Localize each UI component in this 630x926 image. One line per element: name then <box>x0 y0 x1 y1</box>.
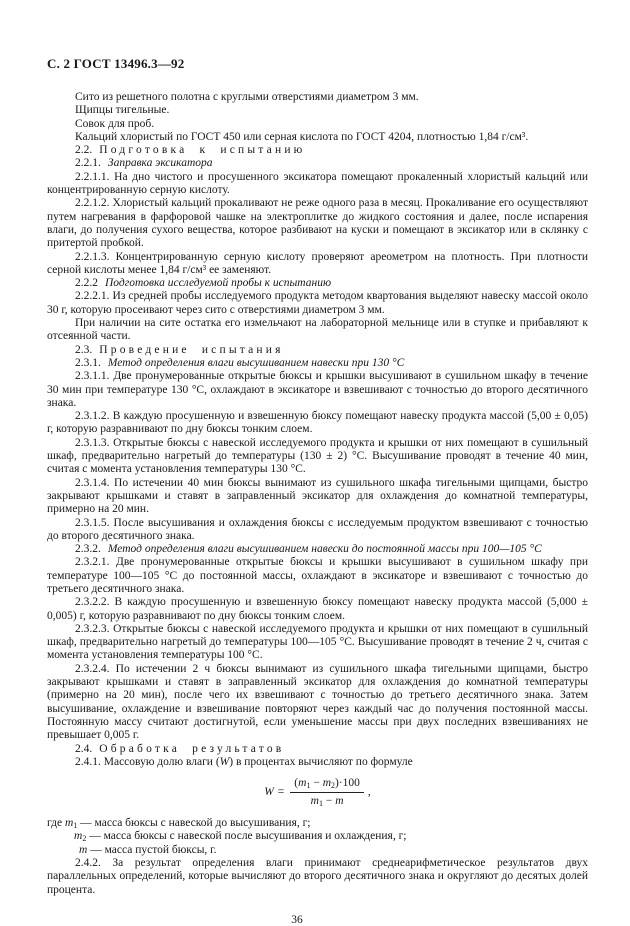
heading-title: Заправка эксикатора <box>107 157 213 170</box>
where-text: — масса бюксы с навеской до высушивания, г; <box>80 817 311 830</box>
heading-title: Обработка результатов <box>99 742 285 755</box>
section-heading <box>47 144 588 157</box>
heading-number: 2.3. <box>75 343 93 356</box>
where-list <box>47 817 588 857</box>
subsection-heading <box>47 157 588 170</box>
paragraph: 2.3.1.4. По истечении 40 мин бюксы вынимают из сушильного шкафа тигельными щипцами, быстро закрывают крышками и ставят в заправленный эксикатор для охлаждения до комнатной температуры, примерно на 20 мин. <box>47 476 588 516</box>
paragraph: 2.4.2. За результат определения влаги принимают среднеарифметическое результатов двух параллельных определений, которые вычисляют до второго десятичного знака и округляют до десятых долей процента. <box>47 857 588 896</box>
subsection-heading <box>47 543 588 556</box>
paragraph: 2.3.1.3. Открытые бюксы с навеской исследуемого продукта и крышки от них помещают в сушильный шкаф, предварительно нагретый до температуры (130 ± 2) °С. Высушивание проводят в течение 40 мин, считая с момента установления температуры 130 °С. <box>47 436 588 476</box>
formula-trailing-comma: , <box>367 785 371 798</box>
paragraph-text: 2.4.1. Массовую долю влаги ( <box>75 755 220 768</box>
heading-title: Метод определения влаги высушиванием навески до постоянной массы при 100—105 °С <box>107 543 542 556</box>
math-variable: m <box>322 777 331 790</box>
paragraph: 2.2.1.1. На дно чистого и просушенного эксикатора помещают прокаленный хлористый кальций или концентрированную серную кислоту. <box>47 170 588 197</box>
paragraph: Кальций хлористый по ГОСТ 450 или серная кислота по ГОСТ 4204, плотностью 1,84 г/см³. <box>75 130 529 143</box>
math-variable: W <box>219 755 230 768</box>
math-variable: m <box>74 830 83 843</box>
math-subscript: 1 <box>73 821 78 831</box>
formula-numerator <box>290 777 364 793</box>
math-text: − <box>310 777 323 790</box>
math-text: ( <box>294 777 299 790</box>
subsection-heading <box>47 277 588 290</box>
math-variable: m <box>335 795 344 808</box>
heading-number: 2.3.2. <box>75 543 101 556</box>
heading-number: 2.2. <box>75 144 93 157</box>
where-line <box>47 844 588 857</box>
paragraph: При наличии на сите остатка его измельчают на лабораторной мельнице или в ступке и прибавляют к отсеянной части. <box>47 317 588 343</box>
where-prefix: где <box>47 817 63 830</box>
paragraph: 2.2.1.2. Хлористый кальций прокаливают не реже одного раза в месяц. Прокаливание его осуществляют путем нагревания в фарфоровой чашке на электроплитке до жидкого состояния и далее, после испарения влаги, до получения сухого вещества, которое разбивают на куски и помещают в эксикатор или в склянку с притертой пробкой. <box>47 197 588 250</box>
paragraph: Совок для проб. <box>75 117 155 130</box>
paragraph: 2.3.2.4. По истечении 2 ч бюксы вынимают из сушильного шкафа тигельными щипцами, быстро закрывают крышками и ставят в заправленный эксикатор для охлаждения до комнатной температуры (примерно на 20 мин), после чего их взвешивают с точностью до третьего десятичного знака. Затем высушивание, охлаждение и взвешивание повторяют через каждый час до получения постоянной массы. Постоянную массу считают достигнутой, если уменьшение массы при двух последних взвешиваниях не превышает 0,005 г. <box>47 662 588 742</box>
equals-sign: = <box>277 785 285 798</box>
math-variable: m <box>310 795 319 808</box>
section-heading <box>47 344 588 357</box>
heading-title: Метод определения влаги высушиванием навески при 130 °С <box>107 356 405 369</box>
paragraph <box>47 756 588 769</box>
heading-title: Подготовка исследуемой пробы к испытанию <box>105 277 332 290</box>
heading-number: 2.2.2 <box>75 277 98 290</box>
subsection-heading <box>47 357 588 370</box>
paragraph: 2.3.1.5. После высушивания и охлаждения бюксы с исследуемым продуктом взвешивают с точностью до второго десятичного знака. <box>47 516 588 542</box>
paragraph: 2.3.2.1. Две пронумерованные открытые бюксы и крышки высушивают в сушильном шкафу при температуре 100—105 °С до постоянной массы, охлаждают в эксикаторе и взвешивают с точностью до третьего десятичного знака. <box>47 556 588 595</box>
paragraph: Щипцы тигельные. <box>75 104 170 117</box>
paragraph-text: ) в процентах вычисляют по формуле <box>229 755 413 768</box>
math-text: − <box>322 795 336 808</box>
heading-title: Подготовка к испытанию <box>99 144 306 157</box>
section-heading <box>47 743 588 756</box>
paragraph: Сито из решетного полотна с круглыми отверстиями диаметром 3 мм. <box>75 91 419 103</box>
heading-number: 2.3.1. <box>75 356 101 369</box>
paragraph: 2.3.1.1. Две пронумерованные открытые бюксы и крышки высушивают в сушильном шкафу в течение 30 мин при температуре 130 °С, охлаждают в эксикаторе и взвешивают с точностью до второго десятичного знака. <box>47 370 588 409</box>
math-subscript: 1 <box>318 799 323 809</box>
where-text: — масса бюксы с навеской после высушивания и охлаждения, г; <box>89 830 407 843</box>
paragraph: 2.3.2.2. В каждую просушенную и взвешенную бюксу помещают навеску продукта массой (5,000 ± 0,005) г, которую разравнивают по дну бюксы тонким слоем. <box>47 596 588 622</box>
math-variable: m <box>298 777 307 790</box>
math-text: )·100 <box>335 777 360 790</box>
math-subscript: 2 <box>331 781 335 791</box>
math-subscript: 1 <box>306 781 311 791</box>
page-header: С. 2 ГОСТ 13496.3—92 <box>47 56 185 71</box>
where-line <box>47 817 588 830</box>
page-number: 36 <box>291 913 303 926</box>
document-content <box>47 91 588 897</box>
paragraph: 2.3.2.3. Открытые бюксы с навеской исследуемого продукта и крышки от них помещают в сушильный шкаф, предварительно нагретый до температуры 100—105 °С. Высушивание проводят в течение 2 ч, считая с момента установления температуры 100 °С. <box>47 622 588 662</box>
math-variable: m <box>64 817 74 830</box>
heading-number: 2.4. <box>75 742 93 755</box>
paragraph: 2.2.2.1. Из средней пробы исследуемого продукта методом квартования выделяют навеску массой около 30 г, которую просеивают через сито с отверстиями диаметром 3 мм. <box>47 290 588 316</box>
heading-title: Проведение испытания <box>99 343 284 356</box>
formula-denominator <box>311 793 344 808</box>
formula-lhs: W <box>264 785 274 798</box>
math-variable: m <box>79 843 88 856</box>
heading-number: 2.2.1. <box>75 157 101 170</box>
formula <box>47 777 588 808</box>
paragraph: 2.3.1.2. В каждую просушенную и взвешенную бюксу помещают навеску продукта массой (5,00 ± 0,05) г, которую разравнивают по дну бюксы тонким слоем. <box>47 410 588 436</box>
formula-fraction <box>290 777 364 808</box>
where-text: — масса пустой бюксы, г. <box>90 843 217 856</box>
where-line <box>47 830 588 843</box>
math-subscript: 2 <box>82 834 87 844</box>
paragraph: 2.2.1.3. Концентрированную серную кислоту проверяют ареометром на плотность. При плотности серной кислоты менее 1,84 г/см³ ее заменяют. <box>47 250 588 276</box>
